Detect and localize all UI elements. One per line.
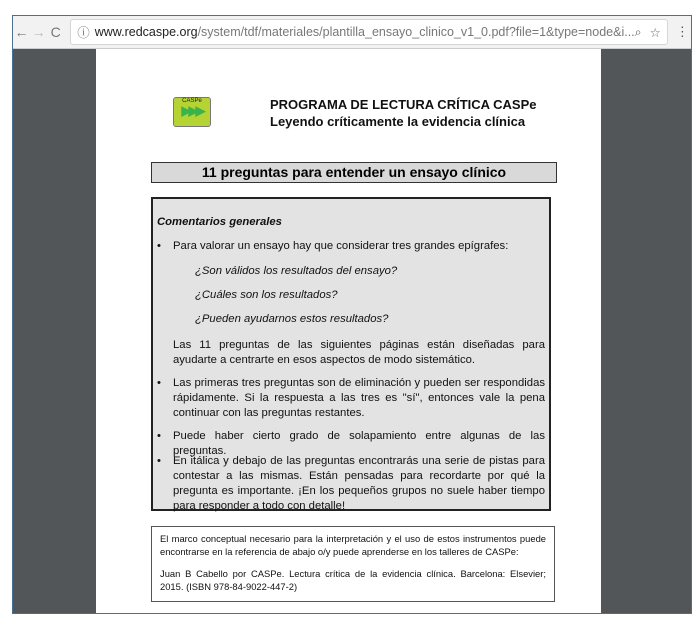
comments-heading: Comentarios generales xyxy=(157,216,282,228)
forward-icon[interactable]: → xyxy=(31,24,46,40)
zoom-icon[interactable]: ⌕ xyxy=(634,24,642,39)
reference-box xyxy=(151,526,555,602)
question-2: ¿Cuáles son los resultados? xyxy=(195,289,338,301)
reference-intro: El marco conceptual necesario para la interpretación y el uso de estos instrumentos puede encontrarse en la referencia de abajo o/y puede aprenderse en los talleres de CASPe: xyxy=(160,533,546,557)
arrows-icon: ▶▶▶ xyxy=(181,103,203,118)
bullet-4: • En itálica y debajo de las preguntas encontrarás una serie de pistas para contestar a las mismas. Están pensadas para recordarte por qué la pregunta es importante. ¡En los pequeños grupos no suele haber tiempo para responder a todo con detalle! xyxy=(157,454,545,514)
caspe-logo xyxy=(173,97,211,127)
menu-icon[interactable]: ⋮ xyxy=(675,24,689,39)
bullet-2: • Las primeras tres preguntas son de eliminación y pueden ser respondidas rápidamente. Si la respuesta a las tres es "sí", entonces vale la pena continuar con las preguntas restantes. xyxy=(157,376,545,421)
star-icon[interactable]: ☆ xyxy=(649,25,661,40)
intro-paragraph: Las 11 preguntas de las siguientes páginas están diseñadas para ayudarte a centrarte en esos aspectos de modo sistemático. xyxy=(173,339,545,366)
question-3: ¿Pueden ayudarnos estos resultados? xyxy=(195,313,389,325)
info-icon[interactable]: ⓘ xyxy=(77,26,90,40)
reference-citation: Juan B Cabello por CASPe. Lectura crítica de la evidencia clínica. Barcelona: Elsevier; 2015. (ISBN 978-84-9022-447-2) xyxy=(160,568,546,592)
comments-box xyxy=(151,197,551,511)
header-line2: Leyendo críticamente la evidencia clínica xyxy=(270,114,526,129)
back-icon[interactable]: ← xyxy=(14,24,29,40)
bullet-3: • Puede haber cierto grado de solapamiento entre algunas de las preguntas. xyxy=(157,429,545,459)
bullet-1: • Para valorar un ensayo hay que considerar tres grandes epígrafes: xyxy=(157,239,545,254)
doc-title: 11 preguntas para entender un ensayo clínico xyxy=(151,162,557,183)
address-bar[interactable] xyxy=(70,19,668,45)
header-line1: PROGRAMA DE LECTURA CRÍTICA CASPe xyxy=(270,97,537,112)
url-host: www.redcaspe.org xyxy=(94,25,198,39)
reload-icon[interactable]: C xyxy=(50,24,61,40)
url-path: /system/tdf/materiales/plantilla_ensayo_clinico_v1_0.pdf?file=1&type=node&i... xyxy=(197,25,635,39)
question-1: ¿Son válidos los resultados del ensayo? xyxy=(195,265,398,277)
browser-toolbar xyxy=(13,16,691,49)
doc-header xyxy=(270,96,537,130)
pdf-page xyxy=(96,49,601,613)
logo-text: CASPe xyxy=(182,98,202,104)
browser-window xyxy=(12,15,692,614)
